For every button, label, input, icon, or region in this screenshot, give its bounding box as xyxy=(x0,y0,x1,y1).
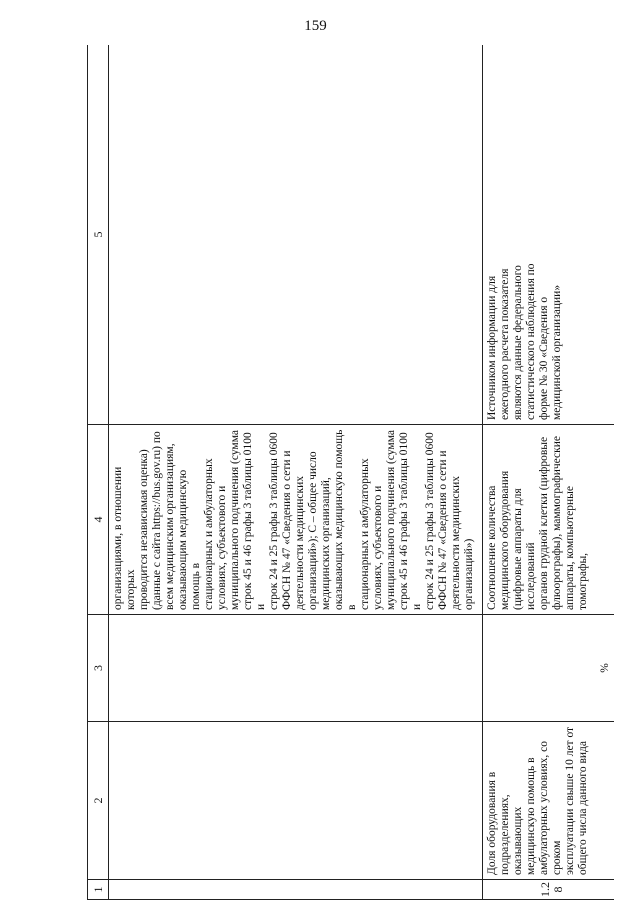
indicators-table xyxy=(87,45,614,900)
table-header-row xyxy=(88,45,109,900)
header-col-4: 4 xyxy=(88,425,109,615)
header-col-5: 5 xyxy=(88,45,109,425)
cell-source-empty xyxy=(109,45,483,425)
page-number: 159 xyxy=(304,18,327,34)
table-row-continuation xyxy=(109,45,483,900)
table-row-1-28 xyxy=(483,45,615,900)
indicator-name: Доля оборудования в подразделениях, оказывающих медицинскую помощь в амбулаторных условиях, со сроком эксплуатации свыше 10 лет от общего числа данного вида xyxy=(483,722,615,880)
unit-of-measure: % xyxy=(483,615,615,722)
row-number: 1.28 xyxy=(483,880,615,900)
cell-indicator-empty xyxy=(109,722,483,880)
rotated-table-wrapper xyxy=(87,45,614,900)
cell-number-empty xyxy=(109,880,483,900)
data-source: Источником информации для ежегодного расчета показателя являются данные федерального статистического наблюдения по форме № 30 «Сведения о медицинской организации» xyxy=(483,45,615,425)
cell-method-continuation: организациями, в отношении которых проводится независимая оценка) (данные с сайта https://bus.gov.ru) по всем медицинским организациям, оказывающим медицинскую помощь в стационарных и амбулаторных условиях, субъектового и муниципального подчинения (сумма строк 45 и 46 графы 3 таблицы 0100 и строк 24 и 25 графы 3 таблицы 0600 ФФСН № 47 «Сведения о сети и деятельности медицинских организаций»); С – общее число медицинских организаций, оказывающих медицинскую помощь в стационарных и амбулаторных условиях, субъектового и муниципального подчинения (сумма строк 45 и 46 графы 3 таблицы 0100 и строк 24 и 25 графы 3 таблицы 0600 ФФСН № 47 «Сведения о сети и деятельности медицинских организаций») xyxy=(109,425,483,615)
header-col-2: 2 xyxy=(88,722,109,880)
header-col-3: 3 xyxy=(88,615,109,722)
header-col-1: 1 xyxy=(88,880,109,900)
cell-unit-empty xyxy=(109,615,483,722)
calculation-method: Соотношение количества медицинского оборудования (цифровые аппараты для исследований органов грудной клетки (цифровые флюорографы), маммографические аппараты, компьютерные томографы, xyxy=(483,425,615,615)
